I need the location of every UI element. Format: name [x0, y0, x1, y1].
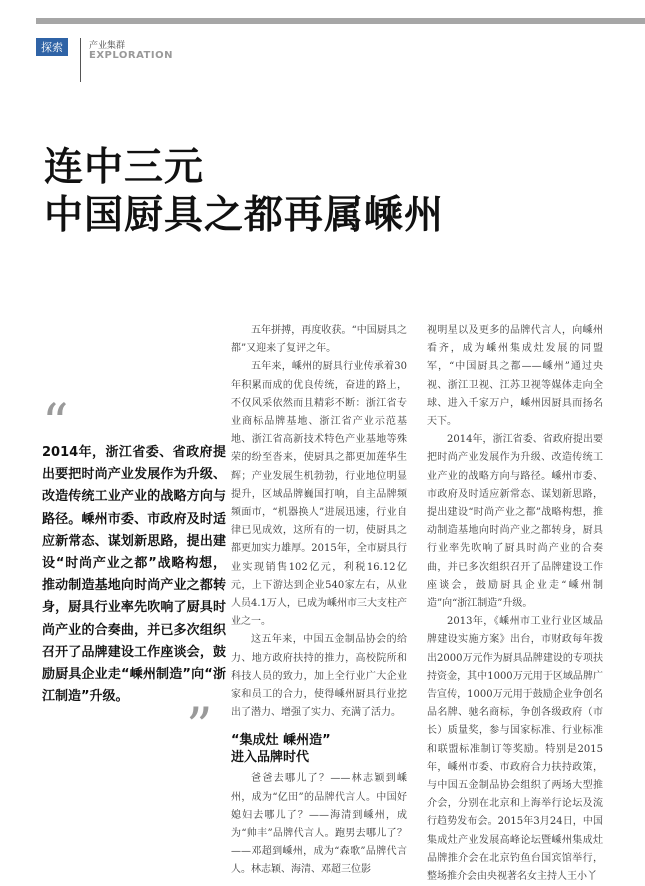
quote-close-icon: ” — [186, 698, 213, 758]
top-rule — [36, 18, 645, 24]
header-divider — [80, 38, 81, 82]
paragraph: 2014年，浙江省委、省政府提出要把时尚产业发展作为升级、改造传统工业产业的战略方向与路径。嵊州市委、市政府及时适应新常态、谋划新思路，提出建设“时尚产业之都”战略构想，推动制造基地向时尚产业之都转身，厨具行业率先吹响了厨具时尚产业的合奏曲，并已多次组织召开了品牌建设工作座谈会，鼓励厨具企业走“嵊州制造”向“浙江制造”升级。 — [427, 434, 603, 610]
article-column-1 — [231, 322, 407, 880]
paragraph: 视明星以及更多的品牌代言人，向嵊州看齐，成为嵊州集成灶发展的同盟军，“中国厨具之都——嵊州”通过央视、浙江卫视、江苏卫视等媒体走向全球、进入千家万户，嵊州因厨具而扬名天下。 — [427, 325, 603, 428]
paragraph: 爸爸去哪儿了？——林志颖到嵊州，成为“亿田”的品牌代言人。中国好媳妇去哪儿了？——海清到嵊州，成为“帅丰”品牌代言人。跑男去哪儿了？——邓超到嵊州，成为“森歌”品牌代言人。林志颖、海清、邓超三位影 — [231, 773, 407, 876]
headline-line-2: 中国厨具之都再属嵊州 — [44, 193, 445, 238]
subheading-2: 进入品牌时代 — [231, 750, 310, 766]
section-name-cn: 产业集群 — [89, 41, 126, 51]
section-tag: 探索 — [36, 38, 68, 56]
paragraph: 这五年来，中国五金制品协会的给力、地方政府扶持的推力，高校院所和科技人员的致力，加上全行业广大企业家和员工的合力，使得嵊州厨具行业挖出了潜力、增强了实力、充满了活力。 — [231, 634, 407, 719]
paragraph: 五年拼搏，再度收获。“中国厨具之都”又迎来了复评之年。 — [231, 325, 407, 355]
paragraph: 五年来，嵊州的厨具行业传承着30年积累而成的优良传统，奋进的路上，不仅风采依然而且精彩不断：浙江省专业商标品牌基地、浙江省产业示范基地、浙江省高新技术特色产业基地等殊荣的纷至沓来，使厨具之都更加莲华生辉；产业发展生机勃勃，行业地位明显提升，区域品牌巍国打响，自主品牌频频面市，“机器换人”进展迅速，行业自律已见成效，这所有的一切，使厨具之都更加实力雄厚。2015年，全市厨具行业实现销售102亿元，利税16.12亿元，上下游达到企业540家左右，从业人员4.1万人，已成为嵊州市三大支柱产业之一。 — [231, 361, 407, 628]
subheading-1: “集成灶 嵊州造” — [231, 733, 331, 749]
quote-open-icon: “ — [42, 394, 69, 454]
paragraph: 2013年，《嵊州市工业行业区域品牌建设实施方案》出台，市财政每年拨出2000万元作为厨具品牌建设的专项扶持资金，其中1000万元用于区域品牌广告宣传，1000万元用于鼓励企业争创名品名牌、驰名商标，争创各级政府（市长）质量奖，参与国家标准、行业标准和联盟标准制订等奖励。特别是2015年，嵊州市委、市政府合力扶持政策，与中国五金制品协会组织了两场大型推介会，分别在北京和上海举行论坛及流行趋势发布会。2015年3月24日，中国集成灶产业发展高峰论坛暨嵊州集成灶品牌推介会在北京钓鱼台国宾馆举行，整场推介会由央视著名女主持人王小丫 — [427, 616, 603, 883]
section-name-en: EXPLORATION — [89, 50, 173, 61]
headline-line-1: 连中三元 — [44, 145, 205, 190]
pull-quote: 2014年，浙江省委、省政府提出要把时尚产业发展作为升级、改造传统工业产业的战略方向与路径。嵊州市委、市政府及时适应新常态、谋划新思路，提出建设“时尚产业之都”战略构想，推动制造基地向时尚产业之都转身，厨具行业率先吹响了厨具时尚产业的合奏曲，并已多次组织召开了品牌建设工作座谈会，鼓励厨具企业走“嵊州制造”向“浙江制造”升级。 — [42, 445, 226, 705]
article-column-2 — [427, 322, 603, 886]
